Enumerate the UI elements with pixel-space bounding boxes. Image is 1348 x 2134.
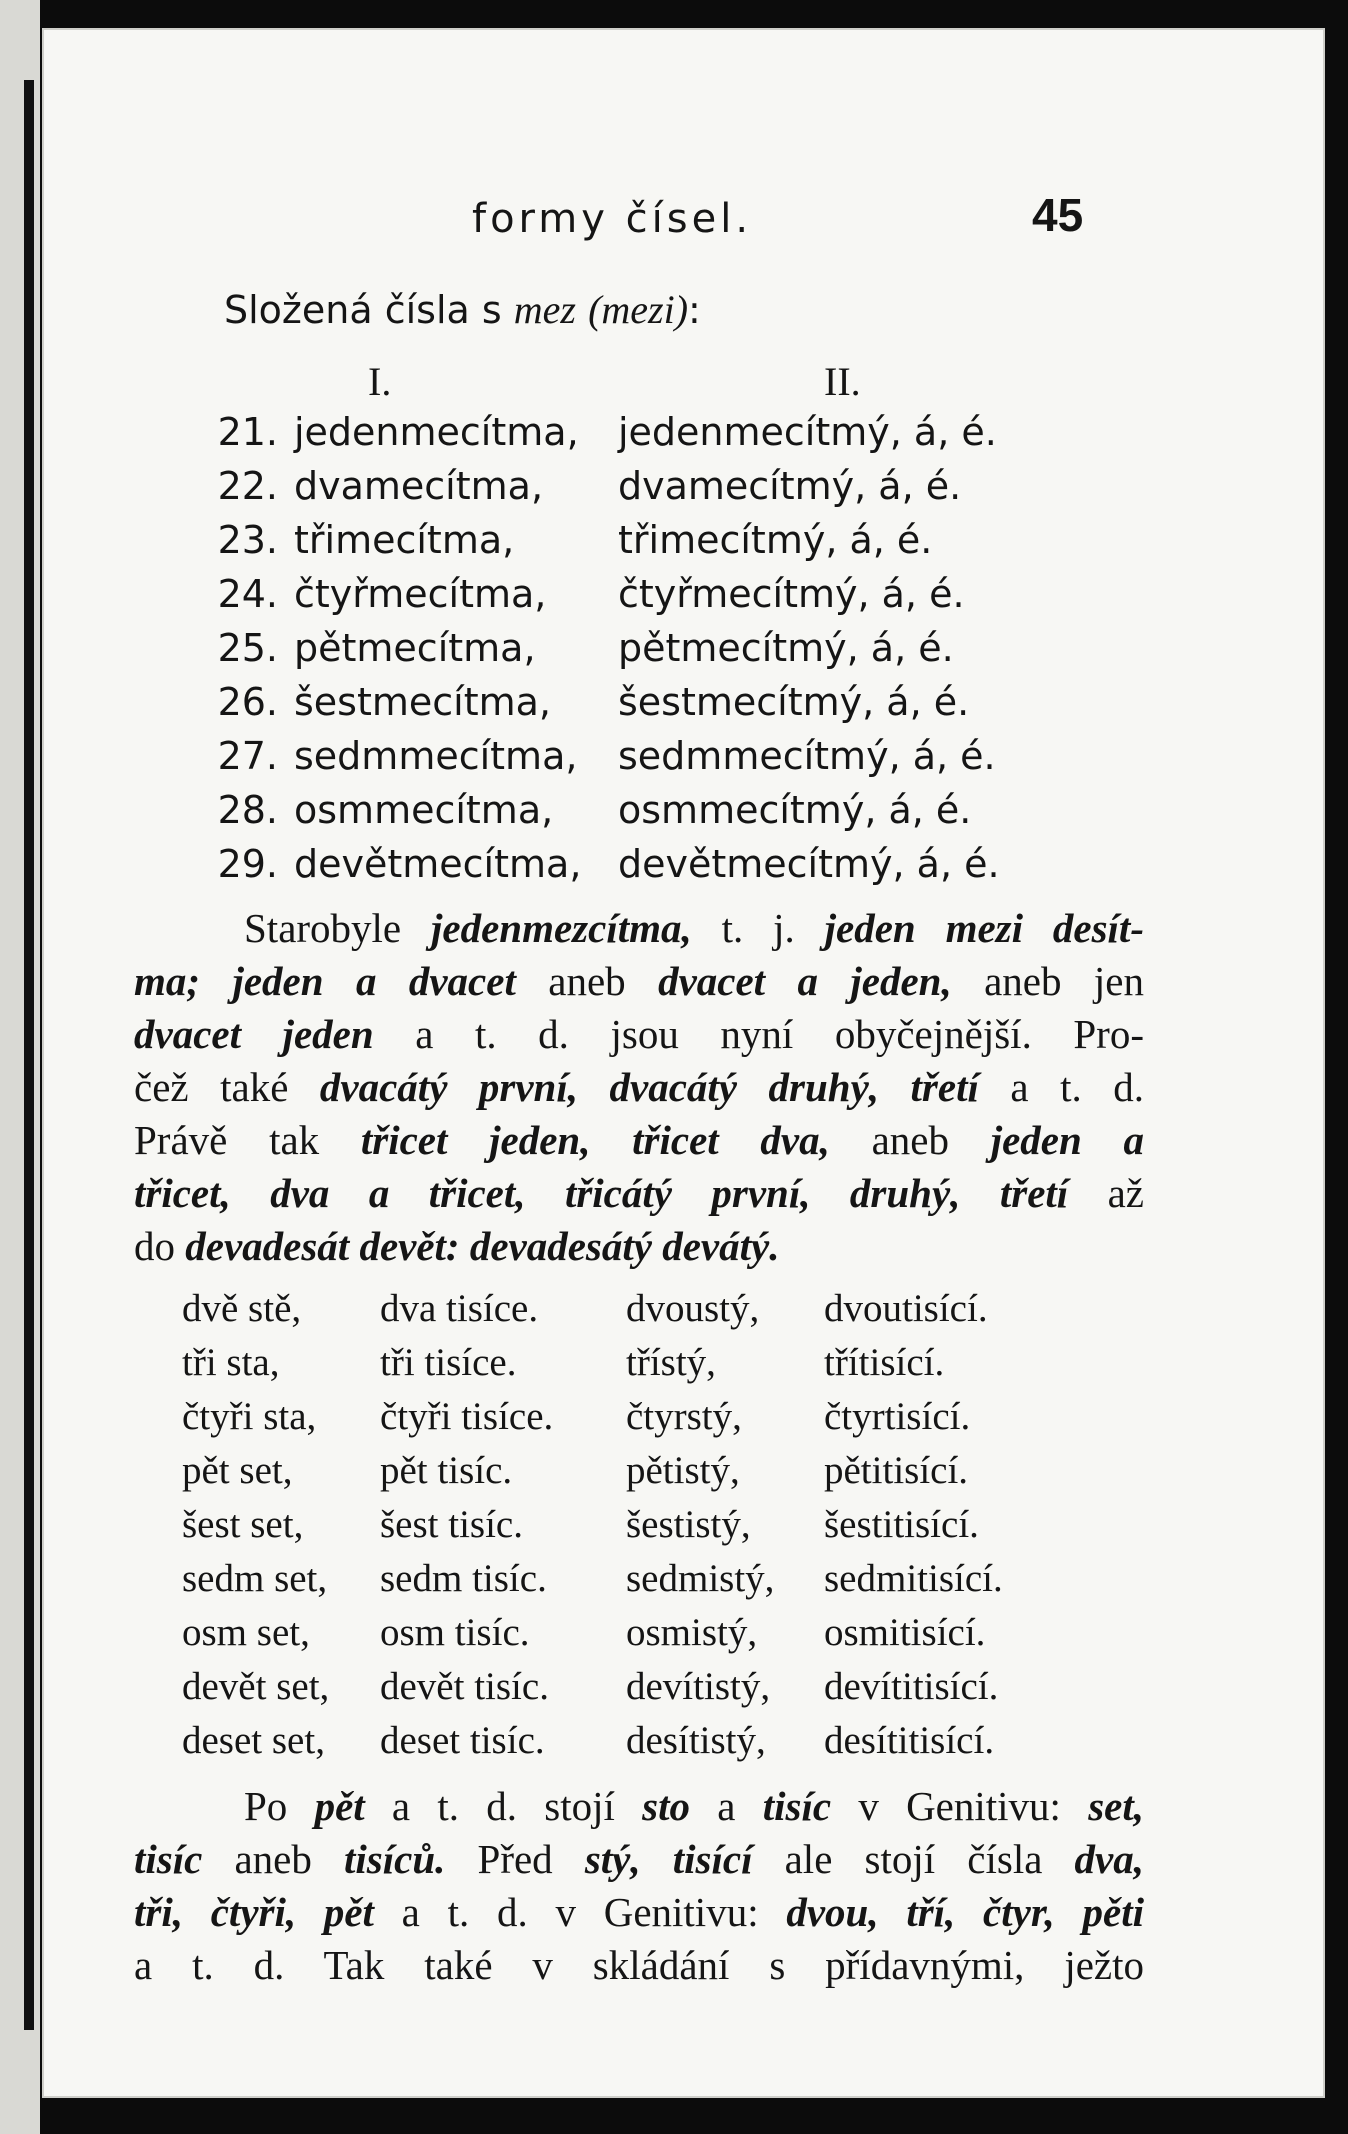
thousands-ordinal: pětitisící. — [824, 1449, 969, 1492]
text-run: aneb jen — [951, 958, 1144, 1004]
genitive-paragraph — [134, 1780, 1144, 1992]
hundreds-ordinal: devítistý, — [626, 1665, 771, 1708]
text-run: a — [690, 1783, 763, 1829]
text-run: a t. d. stojí — [364, 1783, 643, 1829]
italic-run: tisíců. — [344, 1836, 446, 1882]
cardinal-form: devětmecítma, — [294, 842, 582, 886]
table-row — [42, 1610, 1325, 1664]
italic-run: dva, — [1074, 1836, 1144, 1882]
text-run: Starobyle — [244, 905, 431, 951]
text-run: a t. d. Tak také v skládání s přídavnými, ježto — [134, 1942, 1144, 1988]
hundreds-cardinal: sedm set, — [182, 1557, 328, 1600]
cardinal-form: dvamecítma, — [294, 464, 544, 508]
column-head-ordinal: II. — [824, 359, 861, 404]
hundreds-cardinal: devět set, — [182, 1665, 330, 1708]
italic-run: tři, čtyři, pět — [134, 1889, 374, 1935]
text-run: v Genitivu: — [831, 1783, 1089, 1829]
cardinal-form: čtyřmecítma, — [294, 572, 547, 616]
intro-colon: : — [688, 288, 701, 332]
row-number: 21. — [217, 410, 278, 454]
thousands-cardinal: čtyři tisíce. — [380, 1395, 554, 1438]
hundreds-cardinal: osm set, — [182, 1611, 310, 1654]
table-row — [42, 680, 1325, 734]
italic-run: devadesát devět: devadesátý devátý. — [185, 1223, 780, 1269]
cardinal-form: třimecítma, — [294, 518, 515, 562]
hundreds-cardinal: pět set, — [182, 1449, 293, 1492]
book-page — [42, 28, 1325, 2098]
italic-run: dvacet jeden — [134, 1011, 374, 1057]
table-row — [42, 734, 1325, 788]
italic-run: sto — [642, 1783, 691, 1829]
page-header — [42, 188, 1325, 248]
italic-run: jeden a — [990, 1117, 1144, 1163]
italic-run: třicet jeden, třicet dva, — [360, 1117, 830, 1163]
hundreds-cardinal: čtyři sta, — [182, 1395, 317, 1438]
intro-text: Složená čísla s — [224, 288, 514, 332]
table-row — [42, 1502, 1325, 1556]
text-run: ale stojí čísla — [752, 1836, 1075, 1882]
ordinal-form: sedmmecítmý, á, é. — [618, 734, 996, 778]
hundreds-ordinal: dvoustý, — [626, 1287, 760, 1330]
thousands-ordinal: šestitisící. — [824, 1503, 979, 1546]
row-number: 23. — [217, 518, 278, 562]
table-row — [42, 410, 1325, 464]
text-run: aneb — [202, 1836, 344, 1882]
table-row — [42, 518, 1325, 572]
ordinal-form: šestmecítmý, á, é. — [618, 680, 970, 724]
ordinal-form: dvamecítmý, á, é. — [618, 464, 962, 508]
thousands-cardinal: pět tisíc. — [380, 1449, 513, 1492]
hundreds-cardinal: tři sta, — [182, 1341, 280, 1384]
table-row — [42, 788, 1325, 842]
intro-mezi: (mezi) — [588, 287, 689, 332]
thousands-ordinal: čtyrtisící. — [824, 1395, 971, 1438]
cardinal-form: osmmecítma, — [294, 788, 554, 832]
italic-run: stý, tisící — [584, 1836, 753, 1882]
row-number: 28. — [217, 788, 278, 832]
hundreds-cardinal: šest set, — [182, 1503, 304, 1546]
adjacent-page-edge — [0, 0, 40, 2134]
hundreds-ordinal: osmistý, — [626, 1611, 758, 1654]
ordinal-form: devětmecítmý, á, é. — [618, 842, 1000, 886]
thousands-cardinal: osm tisíc. — [380, 1611, 530, 1654]
cardinal-form: sedmmecítma, — [294, 734, 578, 778]
text-run: Po — [244, 1783, 315, 1829]
text-run: čež také — [134, 1064, 320, 1110]
table-row — [42, 1448, 1325, 1502]
italic-run: jedenmezcítma, — [431, 905, 692, 951]
thousands-ordinal: osmitisící. — [824, 1611, 986, 1654]
running-title: formy čísel. — [472, 196, 753, 242]
ordinal-form: osmmecítmý, á, é. — [618, 788, 972, 832]
thousands-ordinal: desítitisící. — [824, 1719, 995, 1762]
text-run: Před — [445, 1836, 585, 1882]
hundreds-ordinal: třístý, — [626, 1341, 716, 1384]
italic-run: dvacátý první, dvacátý druhý, třetí — [319, 1064, 979, 1110]
thousands-ordinal: dvoutisící. — [824, 1287, 988, 1330]
italic-run: tisíc — [134, 1836, 203, 1882]
table-row — [42, 1394, 1325, 1448]
section-intro — [224, 286, 701, 333]
text-run: aneb — [829, 1117, 991, 1163]
table-row — [42, 842, 1325, 896]
thousands-ordinal: sedmitisící. — [824, 1557, 1003, 1600]
cardinal-form: šestmecítma, — [294, 680, 552, 724]
thousands-cardinal: devět tisíc. — [380, 1665, 549, 1708]
text-run: do — [134, 1223, 186, 1269]
hundreds-ordinal: pětistý, — [626, 1449, 740, 1492]
italic-run: jeden mezi desít- — [824, 905, 1144, 951]
ordinal-form: čtyřmecítmý, á, é. — [618, 572, 965, 616]
hundreds-ordinal: sedmistý, — [626, 1557, 775, 1600]
column-head-cardinal: I. — [368, 359, 392, 404]
hundreds-ordinal: šestistý, — [626, 1503, 751, 1546]
intro-mez: mez — [513, 287, 576, 332]
hundreds-ordinal: čtyrstý, — [626, 1395, 742, 1438]
cardinal-form: pětmecítma, — [294, 626, 536, 670]
italic-run: dvou, tří, čtyr, pěti — [786, 1889, 1144, 1935]
hundreds-cardinal: dvě stě, — [182, 1287, 302, 1330]
thousands-cardinal: tři tisíce. — [380, 1341, 517, 1384]
italic-run: tisíc — [762, 1783, 832, 1829]
italic-run: ma; jeden a dvacet — [134, 958, 516, 1004]
table-row — [42, 1286, 1325, 1340]
table-row — [42, 1664, 1325, 1718]
ordinal-form: jedenmecítmý, á, é. — [618, 410, 997, 454]
text-run: a t. d. jsou nyní obyčejnější. Pro- — [373, 1011, 1144, 1057]
table-row — [42, 1556, 1325, 1610]
thousands-ordinal: devítitisící. — [824, 1665, 999, 1708]
ordinal-form: třimecítmý, á, é. — [618, 518, 933, 562]
ordinal-form: pětmecítmý, á, é. — [618, 626, 954, 670]
italic-run: pět — [314, 1783, 365, 1829]
hundreds-ordinal: desítistý, — [626, 1719, 766, 1762]
table-row — [42, 1340, 1325, 1394]
text-run: t. j. — [691, 905, 825, 951]
hundreds-cardinal: deset set, — [182, 1719, 325, 1762]
italic-run: dvacet a jeden, — [658, 958, 952, 1004]
table-row — [42, 572, 1325, 626]
table-row — [42, 626, 1325, 680]
row-number: 29. — [217, 842, 278, 886]
thousands-cardinal: sedm tisíc. — [380, 1557, 547, 1600]
text-run: a t. d. — [978, 1064, 1144, 1110]
row-number: 22. — [217, 464, 278, 508]
text-run: Právě tak — [134, 1117, 361, 1163]
table-row — [42, 464, 1325, 518]
thousands-cardinal: deset tisíc. — [380, 1719, 545, 1762]
italic-run: set, — [1088, 1783, 1144, 1829]
thousands-cardinal: dva tisíce. — [380, 1287, 539, 1330]
row-number: 24. — [217, 572, 278, 616]
thousands-ordinal: třítisící. — [824, 1341, 945, 1384]
text-run: až — [1068, 1170, 1144, 1216]
row-number: 26. — [217, 680, 278, 724]
row-number: 25. — [217, 626, 278, 670]
text-run: aneb — [515, 958, 659, 1004]
thousands-cardinal: šest tisíc. — [380, 1503, 523, 1546]
italic-run: třicet, dva a třicet, třicátý první, druhý, třetí — [134, 1170, 1069, 1216]
cardinal-form: jedenmecítma, — [294, 410, 579, 454]
table-row — [42, 1718, 1325, 1772]
text-run: a t. d. v Genitivu: — [373, 1889, 787, 1935]
old-forms-paragraph — [134, 902, 1144, 1273]
page-number: 45 — [1032, 189, 1084, 241]
row-number: 27. — [217, 734, 278, 778]
